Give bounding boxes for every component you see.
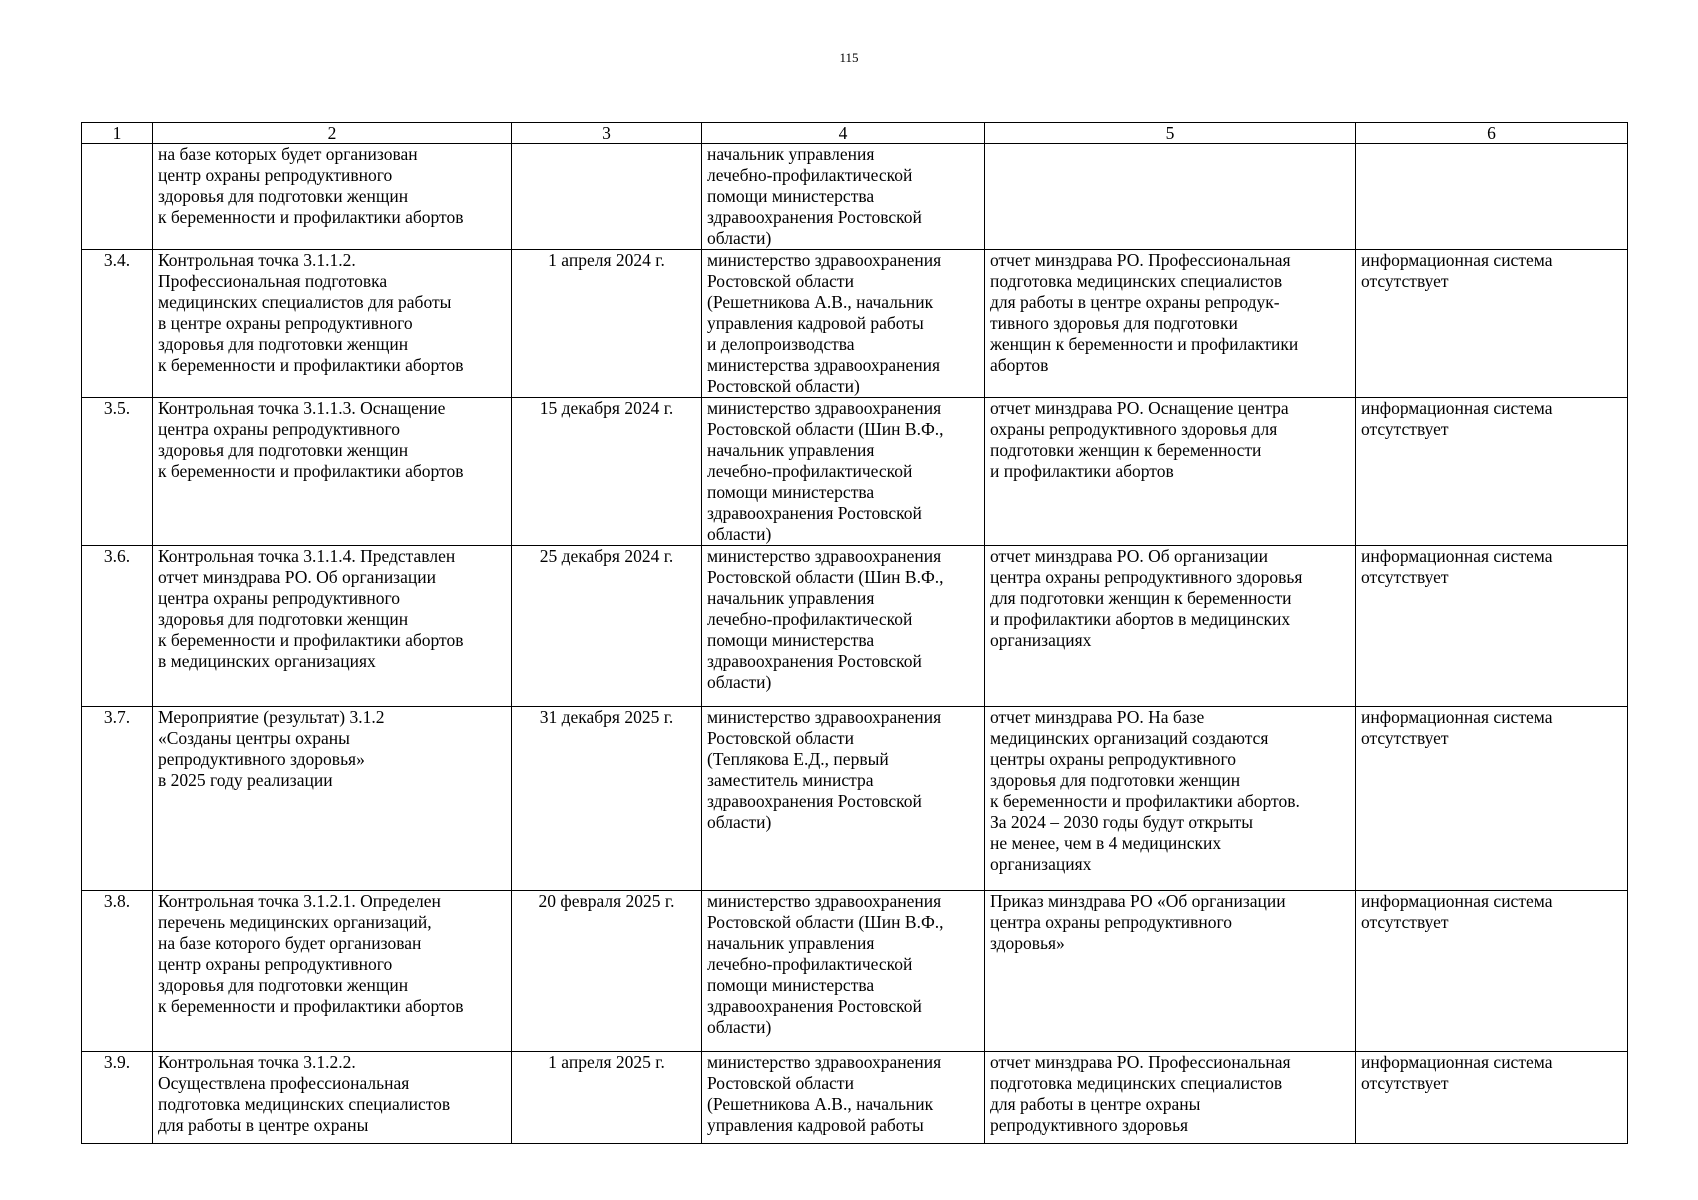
- table-row: [82, 144, 1628, 250]
- deadline-date: 1 апреля 2025 г.: [512, 1052, 702, 1144]
- header-cell-3: 3: [512, 123, 702, 144]
- deadline-date: 1 апреля 2024 г.: [512, 250, 702, 398]
- event-description: на базе которых будет организован центр охраны репродуктивного здоровья для подготовки женщин к беременности и профилактики абортов: [153, 144, 512, 250]
- responsible-party: министерство здравоохранения Ростовской области (Шин В.Ф., начальник управления лечебно-профилактической помощи министерства здравоохранения Ростовской области): [702, 398, 985, 546]
- table-row: [82, 546, 1628, 707]
- event-description: Контрольная точка 3.1.1.4. Представлен отчет минздрава РО. Об организации центра охраны репродуктивного здоровья для подготовки женщин к беременности и профилактики абортов в медицинских организациях: [153, 546, 512, 707]
- information-system: информационная система отсутствует: [1356, 398, 1628, 546]
- row-number: [82, 144, 153, 250]
- information-system: информационная система отсутствует: [1356, 707, 1628, 891]
- result-document: Приказ минздрава РО «Об организации центра охраны репродуктивного здоровья»: [985, 891, 1356, 1052]
- information-system: информационная система отсутствует: [1356, 546, 1628, 707]
- responsible-party: министерство здравоохранения Ростовской области (Решетникова А.В., начальник управления кадровой работы и делопроизводства министерства здравоохранения Ростовской области): [702, 250, 985, 398]
- event-description: Контрольная точка 3.1.1.2. Профессиональная подготовка медицинских специалистов для работы в центре охраны репродуктивного здоровья для подготовки женщин к беременности и профилактики абортов: [153, 250, 512, 398]
- row-number: 3.8.: [82, 891, 153, 1052]
- responsible-party: министерство здравоохранения Ростовской области (Решетникова А.В., начальник управления кадровой работы: [702, 1052, 985, 1144]
- result-document: отчет минздрава РО. Об организации центра охраны репродуктивного здоровья для подготовки женщин к беременности и профилактики абортов в медицинских организациях: [985, 546, 1356, 707]
- event-description: Контрольная точка 3.1.1.3. Оснащение центра охраны репродуктивного здоровья для подготовки женщин к беременности и профилактики абортов: [153, 398, 512, 546]
- table-row: [82, 891, 1628, 1052]
- responsible-party: министерство здравоохранения Ростовской области (Теплякова Е.Д., первый заместитель министра здравоохранения Ростовской области): [702, 707, 985, 891]
- event-description: Контрольная точка 3.1.2.1. Определен перечень медицинских организаций, на базе которого будет организован центр охраны репродуктивного здоровья для подготовки женщин к беременности и профилактики абортов: [153, 891, 512, 1052]
- deadline-date: 15 декабря 2024 г.: [512, 398, 702, 546]
- table-row: [82, 707, 1628, 891]
- responsible-party: начальник управления лечебно-профилактической помощи министерства здравоохранения Ростовской области): [702, 144, 985, 250]
- deadline-date: 20 февраля 2025 г.: [512, 891, 702, 1052]
- table-row: [82, 1052, 1628, 1144]
- result-document: [985, 144, 1356, 250]
- result-document: отчет минздрава РО. Профессиональная подготовка медицинских специалистов для работы в центре охраны репродуктивного здоровья: [985, 1052, 1356, 1144]
- information-system: информационная система отсутствует: [1356, 891, 1628, 1052]
- table-row: [82, 398, 1628, 546]
- information-system: информационная система отсутствует: [1356, 250, 1628, 398]
- header-cell-2: 2: [153, 123, 512, 144]
- row-number: 3.6.: [82, 546, 153, 707]
- deadline-date: 25 декабря 2024 г.: [512, 546, 702, 707]
- result-document: отчет минздрава РО. На базе медицинских организаций создаются центры охраны репродуктивного здоровья для подготовки женщин к беременности и профилактики абортов. За 2024 – 2030 годы будут открыты не менее, чем в 4 медицинских организациях: [985, 707, 1356, 891]
- responsible-party: министерство здравоохранения Ростовской области (Шин В.Ф., начальник управления лечебно-профилактической помощи министерства здравоохранения Ростовской области): [702, 891, 985, 1052]
- event-description: Контрольная точка 3.1.2.2. Осуществлена профессиональная подготовка медицинских специалистов для работы в центре охраны: [153, 1052, 512, 1144]
- result-document: отчет минздрава РО. Оснащение центра охраны репродуктивного здоровья для подготовки женщин к беременности и профилактики абортов: [985, 398, 1356, 546]
- row-number: 3.9.: [82, 1052, 153, 1144]
- deadline-date: 31 декабря 2025 г.: [512, 707, 702, 891]
- event-description: Мероприятие (результат) 3.1.2 «Созданы центры охраны репродуктивного здоровья» в 2025 году реализации: [153, 707, 512, 891]
- deadline-date: [512, 144, 702, 250]
- header-cell-5: 5: [985, 123, 1356, 144]
- table-header-row: [82, 123, 1628, 144]
- header-cell-6: 6: [1356, 123, 1628, 144]
- information-system: информационная система отсутствует: [1356, 1052, 1628, 1144]
- header-cell-1: 1: [82, 123, 153, 144]
- row-number: 3.4.: [82, 250, 153, 398]
- row-number: 3.5.: [82, 398, 153, 546]
- table-row: [82, 250, 1628, 398]
- row-number: 3.7.: [82, 707, 153, 891]
- header-cell-4: 4: [702, 123, 985, 144]
- plan-table: [81, 122, 1628, 1144]
- information-system: [1356, 144, 1628, 250]
- result-document: отчет минздрава РО. Профессиональная подготовка медицинских специалистов для работы в центре охраны репродук- тивного здоровья для подготовки женщин к беременности и профилактики абортов: [985, 250, 1356, 398]
- responsible-party: министерство здравоохранения Ростовской области (Шин В.Ф., начальник управления лечебно-профилактической помощи министерства здравоохранения Ростовской области): [702, 546, 985, 707]
- page-number: 115: [839, 50, 859, 65]
